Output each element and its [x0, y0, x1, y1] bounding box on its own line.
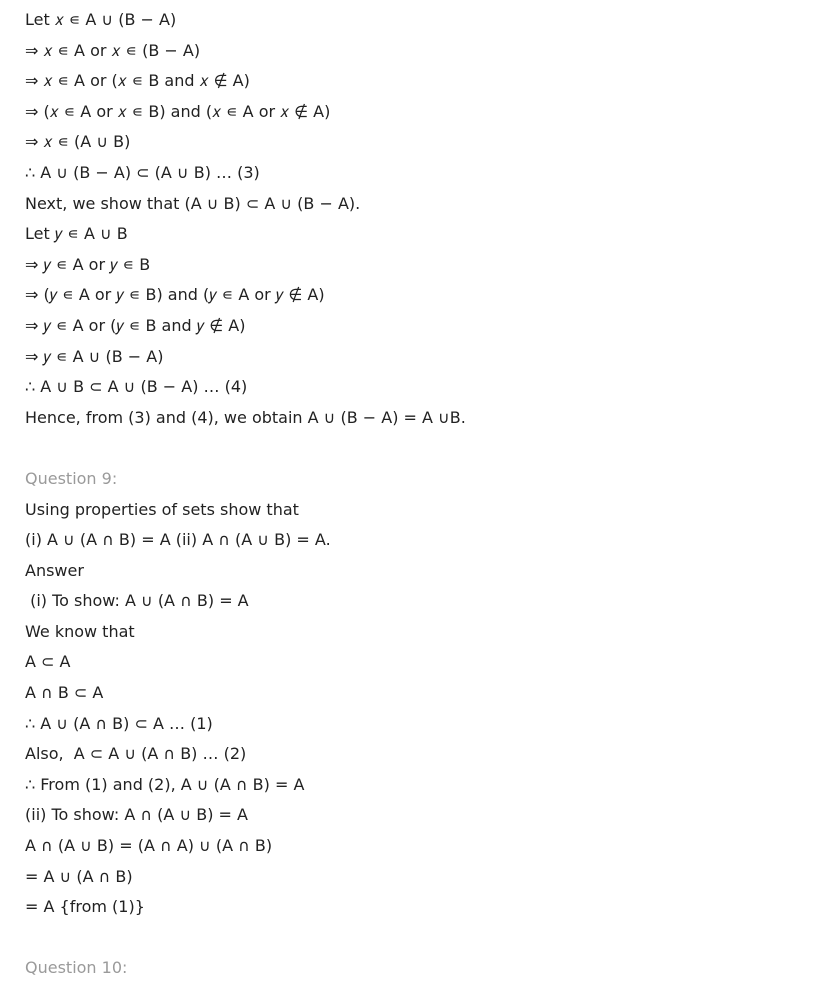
question-heading: Question 9:: [25, 468, 118, 488]
proof-line: Let 𝑥 ∊ A ∪ (B − A): [25, 10, 177, 29]
question-9: [25, 464, 805, 923]
spacer: [25, 433, 805, 464]
question-10: [25, 953, 805, 984]
solution-line: A ⊂ A: [25, 652, 71, 672]
proof-line: ∴ A ∪ (B − A) ⊂ (A ∪ B) … (3): [25, 162, 260, 182]
question-statement: (i) A ∪ (A ∩ B) = A (ii) A ∩ (A ∪ B) = A.: [25, 530, 331, 550]
solution-line: A ∩ (A ∪ B) = (A ∩ A) ∪ (A ∩ B): [25, 836, 273, 856]
proof-line: ∴ A ∪ B ⊂ A ∪ (B − A) … (4): [25, 377, 248, 397]
solution-line: ∴ A ∪ (A ∩ B) ⊂ A … (1): [25, 713, 213, 733]
proof-line: ⇒ 𝑥 ∊ A or 𝑥 ∊ (B − A): [25, 40, 201, 60]
question-statement: Using properties of sets show that: [25, 499, 299, 519]
proof-line: ⇒ 𝑥 ∊ (A ∪ B): [25, 132, 131, 152]
solution-line: (i) To show: A ∪ (A ∩ B) = A: [25, 591, 249, 611]
solution-line: = A {from (1)}: [25, 897, 145, 917]
solution-line: = A ∪ (A ∩ B): [25, 866, 133, 886]
proof-conclusion: Hence, from (3) and (4), we obtain A ∪ (B − A) = A ∪B.: [25, 407, 466, 427]
solution-line: (ii) To show: A ∩ (A ∪ B) = A: [25, 805, 248, 825]
solution-line: We know that: [25, 621, 135, 641]
proof-line: ⇒ 𝑥 ∊ A or (𝑥 ∊ B and 𝑥 ∉ A): [25, 71, 250, 91]
proof-line: ⇒ (𝑥 ∊ A or 𝑥 ∊ B) and (𝑥 ∊ A or 𝑥 ∉ A): [25, 101, 331, 121]
document-page: [25, 5, 805, 984]
solution-line: ∴ From (1) and (2), A ∪ (A ∩ B) = A: [25, 774, 305, 794]
solution-line: Also, A ⊂ A ∪ (A ∩ B) … (2): [25, 744, 247, 764]
proof-line: ⇒ 𝑦 ∊ A or 𝑦 ∊ B: [25, 254, 151, 274]
proof-line: ⇒ 𝑦 ∊ A or (𝑦 ∊ B and 𝑦 ∉ A): [25, 315, 246, 335]
proof-line: ⇒ 𝑦 ∊ A ∪ (B − A): [25, 346, 164, 366]
proof-line: ⇒ (𝑦 ∊ A or 𝑦 ∊ B) and (𝑦 ∊ A or 𝑦 ∉ A): [25, 285, 325, 305]
proof-line: Let 𝑦 ∊ A ∪ B: [25, 224, 128, 244]
answer-label: Answer: [25, 560, 84, 580]
proof-part-1: [25, 5, 805, 433]
spacer: [25, 923, 805, 954]
proof-line: Next, we show that (A ∪ B) ⊂ A ∪ (B − A).: [25, 193, 361, 213]
solution-line: A ∩ B ⊂ A: [25, 683, 104, 703]
question-heading: Question 10:: [25, 958, 128, 978]
